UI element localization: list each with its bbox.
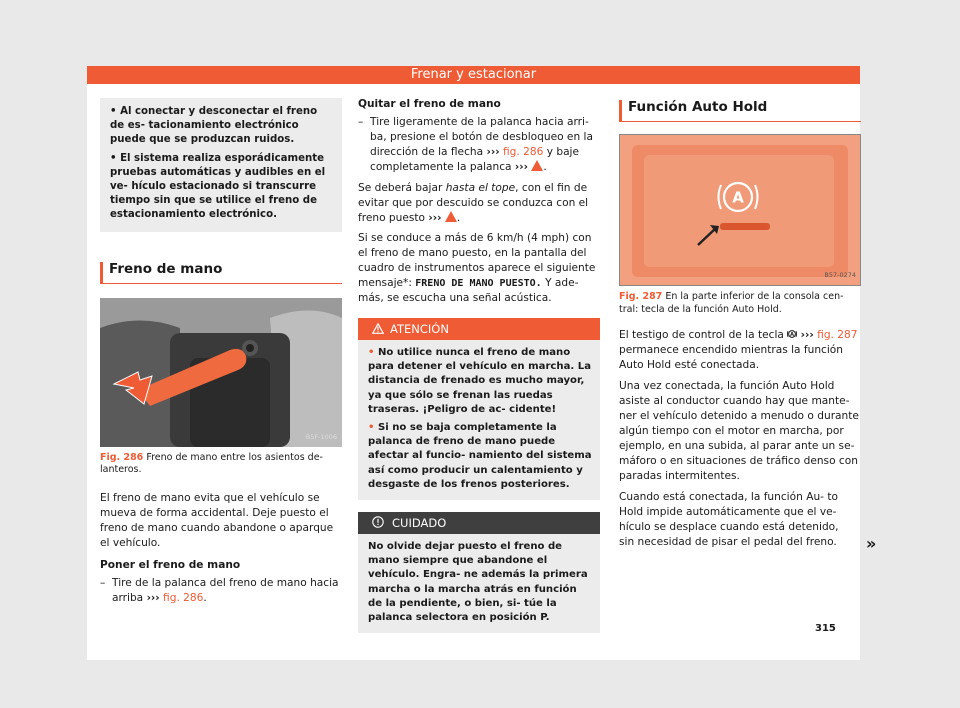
warning-icon [445, 211, 457, 222]
subheading: Quitar el freno de mano [358, 98, 501, 110]
info-circle-icon [372, 516, 384, 528]
header-title: Frenar y estacionar [410, 67, 537, 82]
warning-item: • Si no se baja completamente la palanca de freno de mano puede afectar al funcio- namiento del sistema así como producir un calentamiento y desgaste de los frenos posteriores. [368, 422, 592, 490]
warning-item: • No utilice nunca el freno de mano para detener el vehículo en marcha. La distancia de frenado es mucho mayor, ya que sólo se frenan las ruedas traseras. ¡Peligro de ac- cidente! [368, 347, 591, 415]
step: – Tire ligeramente de la palanca hacia arri- ba, presione el botón de desbloqueo en la dirección de la flecha ››› fig. 286 y baje completamente la palanca ››› . [358, 116, 593, 173]
note-item: • El sistema realiza esporádicamente pruebas automáticas y audibles en el ve- hículo estacionado si transcurre tiempo sin que se utilice el freno de estacionamiento electrónico. [110, 152, 326, 221]
paragraph: Si se conduce a más de 6 km/h (4 mph) con el freno de mano puesto, en la pantalla del cuadro de instrumentos aparece el siguiente mensaje*: FRENO DE MANO PUESTO. Y ade- más, se escucha una señal acústica. [358, 232, 596, 304]
paragraph: El testigo de control de la tecla A ››› fig. 287 permanece encendido mientras la función Auto Hold esté conectada. [619, 329, 858, 371]
figure-code: B57-0274 [824, 271, 856, 279]
continue-mark: » [866, 534, 877, 553]
column-3 [619, 100, 861, 550]
figure-link[interactable]: fig. 287 [817, 329, 858, 341]
subheading: Poner el freno de mano [100, 558, 241, 571]
warning-body [358, 340, 600, 500]
caution-box [358, 512, 600, 633]
page-header [87, 66, 860, 84]
figure-link[interactable]: fig. 286 [502, 146, 544, 158]
caution-body: No olvide dejar puesto el freno de mano siempre que abandone el vehículo. Engra- ne además la primera marcha o la marcha atrás en función de la pendiente, o bien, si- túe la palanca selectora en posición P. [368, 541, 588, 624]
figure-link[interactable]: fig. 286 [163, 591, 204, 604]
figure-caption: Fig. 287 En la parte inferior de la consola cen- tral: tecla de la función Auto Hold. [619, 291, 844, 315]
paragraph: Una vez conectada, la función Auto Hold asiste al conductor cuando hay que mante- ner el vehículo detenido a menudo o durante algún tiempo con el motor en marcha, por ejemplo, en una subida, al parar ante un se- máforo o en situaciones de tráfico denso con paradas intermitentes. [619, 380, 859, 482]
auto-hold-illustration [620, 135, 860, 285]
figure-auto-hold-image [619, 134, 861, 286]
page [87, 66, 877, 660]
handbrake-illustration [100, 298, 342, 447]
auto-hold-icon [787, 329, 797, 339]
figure-code: B5F-1006 [305, 432, 337, 441]
note-item: • Al conectar y desconectar el freno de es- tacionamiento electrónico puede que se produzcan ruidos. [110, 106, 318, 146]
paragraph: El freno de mano evita que el vehículo se mueva de forma accidental. Deje puesto el freno de mano cuando abandone o aparque el vehículo. [100, 491, 334, 549]
section-title-auto-hold: Función Auto Hold [619, 100, 861, 122]
figure-handbrake-image [100, 298, 342, 447]
warning-header: ATENCIÓN [358, 318, 600, 340]
svg-text:A: A [790, 332, 795, 338]
page-number: 315 [815, 623, 836, 634]
auto-hold-glyph: A [732, 188, 744, 207]
warning-triangle-icon [372, 323, 384, 334]
paragraph: Se deberá bajar hasta el tope, con el fin de evitar que por descuido se conduzca con el freno puesto ››› . [358, 182, 589, 224]
warning-box [358, 318, 600, 500]
section-title-freno-de-mano: Freno de mano [100, 262, 342, 284]
caution-header: CUIDADO [358, 512, 600, 534]
column-1 [100, 98, 342, 606]
column-2 [358, 97, 600, 633]
note-box [100, 98, 342, 232]
step: – Tire de la palanca del freno de mano hacia arriba ››› fig. 286. [100, 576, 339, 604]
warning-icon [531, 160, 543, 171]
figure-caption: Fig. 286 Freno de mano entre los asientos de- lanteros. [100, 451, 323, 476]
paragraph: Cuando está conectada, la función Au- to Hold impide automáticamente que el ve- hículo se desplace cuando está detenido, sin necesidad de pisar el pedal del freno. [619, 491, 839, 548]
